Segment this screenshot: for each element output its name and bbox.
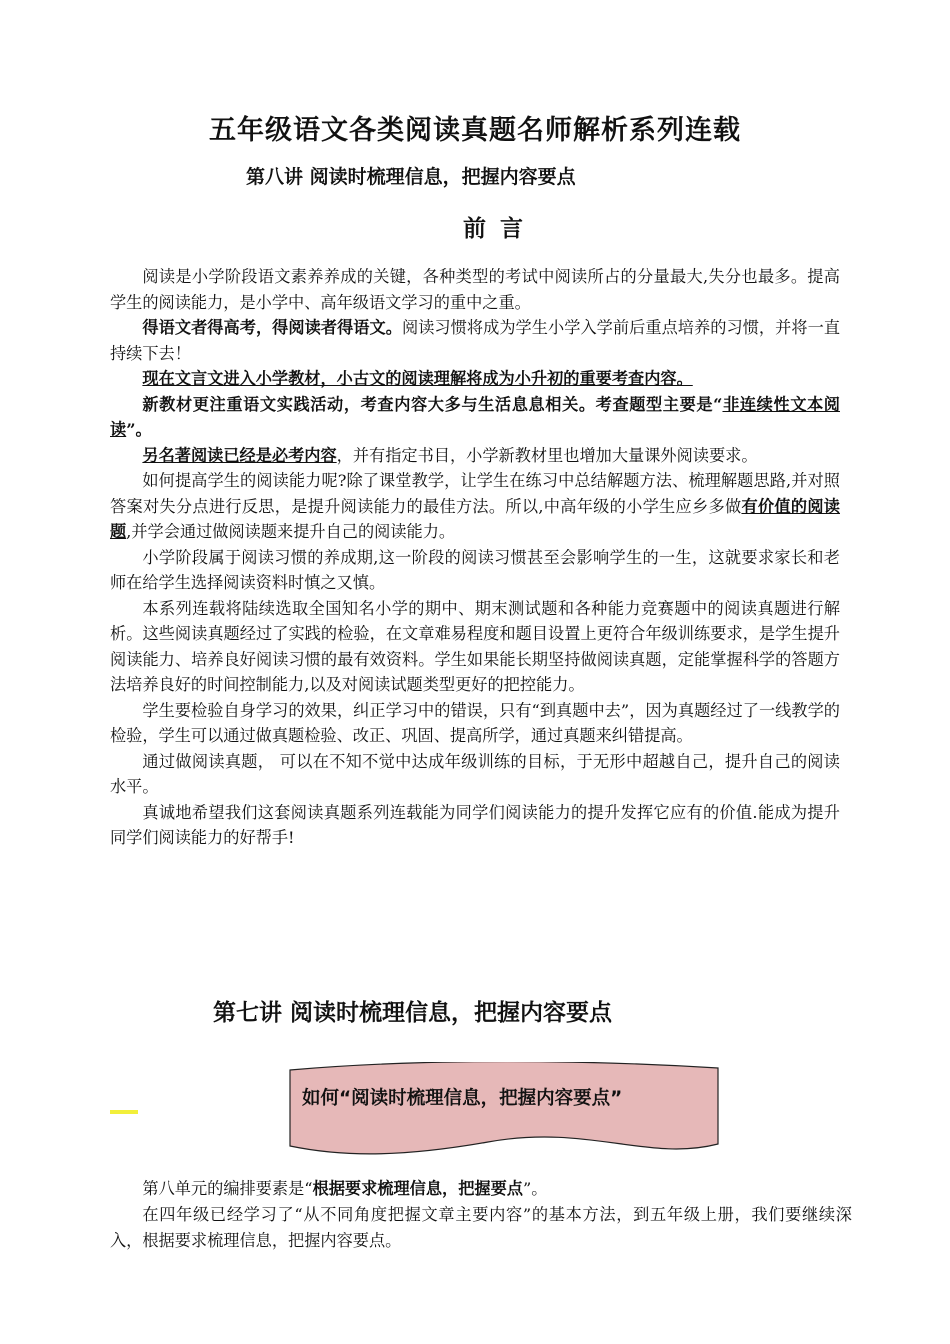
paragraph: 通过做阅读真题， 可以在不知不觉中达成年级训练的目标，于无形中超越自己，提升自己的阅读水平。 <box>110 751 840 796</box>
paragraph: 小学阶段属于阅读习惯的养成期,这一阶段的阅读习惯甚至会影响学生的一生，这就要求家长和老师在给学生选择阅读资料时慎之又慎。 <box>110 547 840 592</box>
text: ”。 <box>522 1179 548 1198</box>
bold-underlined-text: 现在文言文进入小学教材，小古文的阅读理解将成为小升初的重要考查内容。 <box>142 369 693 388</box>
yellow-dash-mark <box>110 1110 138 1114</box>
text: 新教材更注重语文实践活动，考查内容大多与生活息息相关。考查题型主要是“ <box>142 394 723 414</box>
lecture-heading: 第七讲 阅读时梳理信息，把握内容要点 <box>213 1000 613 1026</box>
bold-text: 得语文者得高考，得阅读者得语文。 <box>142 318 402 337</box>
text: 阅读习惯将成为学生小学入学前后重点培养的习惯，并将一直持续下去！ <box>110 318 841 363</box>
text: ,并学会通过做阅读题来提升自己的阅读能力。 <box>126 522 456 541</box>
bold-underlined-text: 有价值的阅读题 <box>110 496 840 541</box>
bold-text: 根据要求梳理信息，把握要点 <box>312 1179 523 1198</box>
preface-heading: 前言 <box>463 216 537 242</box>
paragraph: 本系列连载将陆续选取全国知名小学的期中、期末测试题和各种能力竞赛题中的阅读真题进行解析。这些阅读真题经过了实践的检验，在文章难易程度和题目设置上更符合年级训练要求，是学生提升阅读能力、培养良好阅读习惯的最有效资料。学生如果能长期坚持做阅读真题，定能掌握科学的答题方法培养良好的时间控制能力,以及对阅读试题类型更好的把控能力。 <box>110 598 840 694</box>
paragraph <box>110 366 840 392</box>
paragraph: 真诚地希望我们这套阅读真题系列连载能为同学们阅读能力的提升发挥它应有的价值.能成为提升同学们阅读能力的好帮手! <box>110 802 840 847</box>
paragraph <box>110 315 840 366</box>
paragraph <box>110 392 840 443</box>
bold-underlined-text: 另名著阅读已经是必考内容 <box>142 445 337 465</box>
paragraph: 阅读是小学阶段语文素养养成的关键，各种类型的考试中阅读所占的分量最大,失分也最多。提高学生的阅读能力，是小学中、高年级语文学习的重中之重。 <box>110 267 840 312</box>
paragraph <box>110 443 840 469</box>
text: ，并有指定书目，小学新教材里也增加大量课外阅读要求。 <box>336 445 758 465</box>
text: 如何提高学生的阅读能力呢?除了课堂教学，让学生在练习中总结解题方法、梳理解题思路,并对照答案对失分点进行反思，是提升阅读能力的最佳方法。所以,中高年级的小学生应乡多做 <box>110 471 840 516</box>
text: 第八单元的编排要素是“ <box>142 1179 313 1198</box>
lecture-subtitle: 第八讲 阅读时梳理信息，把握内容要点 <box>246 166 576 188</box>
underlined-text: 非连续性文本阅读 <box>110 394 840 439</box>
banner-shape <box>288 1062 720 1162</box>
text: ”。 <box>126 420 152 439</box>
document-title: 五年级语文各类阅读真题名师解析系列连载 <box>209 115 741 146</box>
paragraph <box>110 1176 852 1202</box>
paragraph <box>110 468 840 545</box>
unit-body <box>110 1176 852 1254</box>
paragraph: 在四年级已经学习了“从不同角度把握文章主要内容”的基本方法，到五年级上册，我们要继续深入，根据要求梳理信息，把握内容要点。 <box>110 1205 852 1250</box>
preface-body <box>110 264 840 851</box>
paragraph: 学生要检验自身学习的效果，纠正学习中的错误，只有“到真题中去”，因为真题经过了一线教学的检验，学生可以通过做真题检验、改正、巩固、提高所学，通过真题来纠错提高。 <box>110 700 840 745</box>
banner-text: 如何“阅读时梳理信息，把握内容要点” <box>302 1088 623 1109</box>
